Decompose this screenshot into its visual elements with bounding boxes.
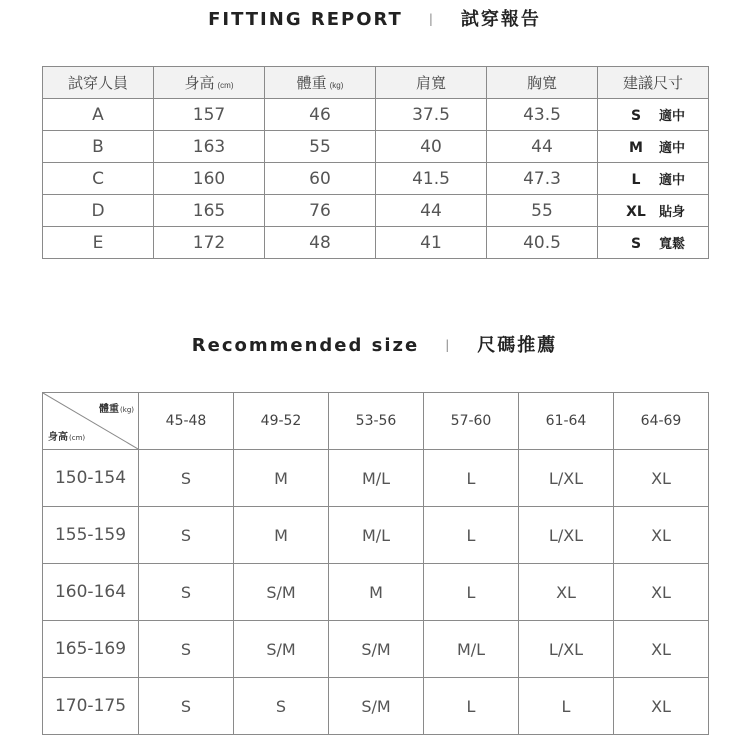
size-cell: L	[424, 450, 519, 507]
cell-weight: 60	[265, 163, 376, 195]
column-header-label: 建議尺寸	[622, 75, 683, 92]
size-cell: S	[139, 678, 234, 735]
size-value: S	[630, 108, 642, 124]
weight-range-header: 57-60	[424, 393, 519, 450]
table-row	[43, 507, 709, 564]
corner-height-label: 身高(cm)	[48, 432, 86, 443]
column-header-label: 胸寬	[526, 75, 557, 92]
size-value: XL	[626, 204, 646, 220]
fit-description: 寬鬆	[658, 237, 685, 252]
corner-header-cell	[43, 393, 139, 450]
height-range-cell: 150-154	[43, 450, 139, 507]
table-row	[43, 163, 709, 195]
weight-range-header: 45-48	[139, 393, 234, 450]
fit-description: 適中	[658, 141, 685, 156]
cell-chest: 47.3	[487, 163, 598, 195]
recommended-title-zh: 尺碼推薦	[477, 335, 558, 356]
height-range-cell: 160-164	[43, 564, 139, 621]
cell-chest: 55	[487, 195, 598, 227]
cell-person: E	[43, 227, 154, 259]
size-cell: S	[234, 678, 329, 735]
table-row	[43, 227, 709, 259]
cell-height: 172	[154, 227, 265, 259]
column-header	[376, 67, 487, 99]
column-header	[43, 67, 154, 99]
size-cell: S	[139, 450, 234, 507]
column-header-unit: (cm)	[217, 81, 234, 90]
recommended-size-table	[42, 392, 709, 735]
recommended-size-heading	[0, 331, 749, 357]
cell-height: 165	[154, 195, 265, 227]
cell-recommended-size	[598, 227, 709, 259]
size-cell: XL	[614, 507, 709, 564]
cell-shoulder: 40	[376, 131, 487, 163]
cell-weight: 48	[265, 227, 376, 259]
recommended-title-en: Recommended size	[191, 335, 420, 356]
size-cell: L	[424, 507, 519, 564]
cell-shoulder: 41.5	[376, 163, 487, 195]
size-cell: S	[139, 507, 234, 564]
fitting-report-title-en: FITTING REPORT	[208, 9, 403, 30]
cell-height: 160	[154, 163, 265, 195]
height-range-cell: 165-169	[43, 621, 139, 678]
cell-weight: 46	[265, 99, 376, 131]
size-cell: M	[234, 507, 329, 564]
table-header-row	[43, 393, 709, 450]
cell-person: C	[43, 163, 154, 195]
size-cell: XL	[519, 564, 614, 621]
table-row	[43, 450, 709, 507]
height-range-cell: 170-175	[43, 678, 139, 735]
column-header-label: 體重	[296, 75, 327, 92]
cell-recommended-size	[598, 163, 709, 195]
size-cell: L	[424, 678, 519, 735]
fitting-report-table	[42, 66, 709, 259]
table-row	[43, 678, 709, 735]
size-cell: L/XL	[519, 621, 614, 678]
size-cell: L	[519, 678, 614, 735]
size-cell: XL	[614, 564, 709, 621]
size-cell: M/L	[329, 507, 424, 564]
cell-chest: 43.5	[487, 99, 598, 131]
cell-person: B	[43, 131, 154, 163]
cell-chest: 40.5	[487, 227, 598, 259]
size-value: L	[631, 172, 641, 188]
column-header	[598, 67, 709, 99]
cell-chest: 44	[487, 131, 598, 163]
height-range-cell: 155-159	[43, 507, 139, 564]
size-cell: M	[234, 450, 329, 507]
table-row	[43, 195, 709, 227]
column-header	[487, 67, 598, 99]
column-header-label: 肩寬	[415, 75, 446, 92]
heading-separator: |	[428, 12, 435, 26]
cell-weight: 76	[265, 195, 376, 227]
weight-range-header: 61-64	[519, 393, 614, 450]
size-cell: S/M	[329, 678, 424, 735]
size-cell: M	[329, 564, 424, 621]
cell-shoulder: 37.5	[376, 99, 487, 131]
fitting-report-heading	[0, 5, 749, 31]
cell-height: 163	[154, 131, 265, 163]
table-row	[43, 99, 709, 131]
size-cell: XL	[614, 450, 709, 507]
column-header-label: 身高	[184, 75, 215, 92]
size-cell: M/L	[424, 621, 519, 678]
size-cell: S	[139, 564, 234, 621]
column-header-unit: (kg)	[329, 81, 344, 90]
cell-shoulder: 44	[376, 195, 487, 227]
cell-recommended-size	[598, 195, 709, 227]
column-header	[154, 67, 265, 99]
size-cell: M/L	[329, 450, 424, 507]
column-header-label: 試穿人員	[67, 75, 128, 92]
fitting-report-title-zh: 試穿報告	[460, 9, 541, 30]
weight-range-header: 64-69	[614, 393, 709, 450]
size-cell: XL	[614, 678, 709, 735]
size-value: S	[630, 236, 642, 252]
table-header-row	[43, 67, 709, 99]
size-cell: XL	[614, 621, 709, 678]
cell-recommended-size	[598, 131, 709, 163]
cell-weight: 55	[265, 131, 376, 163]
cell-shoulder: 41	[376, 227, 487, 259]
cell-recommended-size	[598, 99, 709, 131]
size-cell: L/XL	[519, 507, 614, 564]
size-cell: L/XL	[519, 450, 614, 507]
recommended-size-body	[43, 450, 709, 735]
fit-description: 貼身	[658, 205, 685, 220]
size-cell: S/M	[234, 621, 329, 678]
size-cell: L	[424, 564, 519, 621]
weight-range-header: 49-52	[234, 393, 329, 450]
cell-person: A	[43, 99, 154, 131]
heading-separator: |	[445, 338, 452, 352]
cell-height: 157	[154, 99, 265, 131]
size-cell: S	[139, 621, 234, 678]
corner-weight-label: 體重(kg)	[99, 404, 134, 415]
column-header	[265, 67, 376, 99]
fit-description: 適中	[658, 109, 685, 124]
size-value: M	[629, 140, 643, 156]
fit-description: 適中	[658, 173, 685, 188]
cell-person: D	[43, 195, 154, 227]
size-cell: S/M	[329, 621, 424, 678]
table-row	[43, 621, 709, 678]
fitting-report-body	[43, 99, 709, 259]
table-row	[43, 564, 709, 621]
size-cell: S/M	[234, 564, 329, 621]
table-row	[43, 131, 709, 163]
weight-range-header: 53-56	[329, 393, 424, 450]
